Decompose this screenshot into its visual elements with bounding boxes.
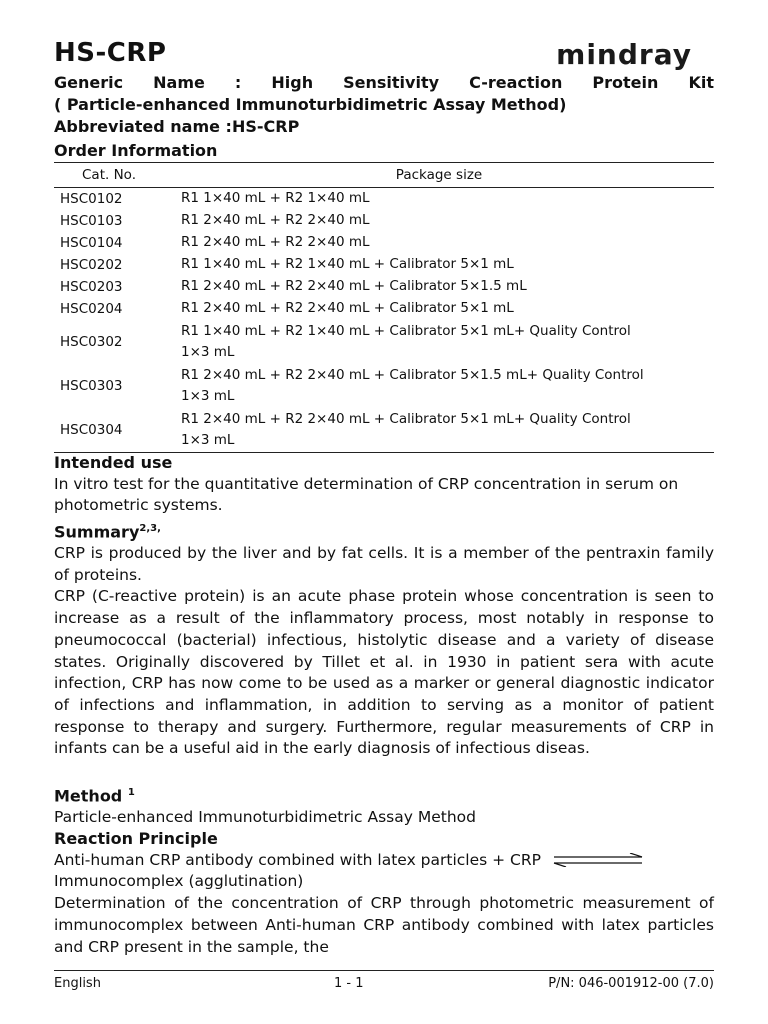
header — [54, 38, 714, 74]
package-size-cell — [181, 365, 714, 408]
cat-no-cell: HSC0303 — [60, 378, 123, 394]
table-body — [54, 188, 714, 452]
intended-use-text: In vitro test for the quantitative determination of CRP concentration in serum on photometric systems. — [54, 474, 679, 515]
package-size-line: R1 2×40 mL + R2 2×40 mL + Calibrator 5×1.5 mL — [181, 278, 527, 295]
package-size-line: R1 2×40 mL + R2 2×40 mL + Calibrator 5×1.5 mL+ Quality Control — [181, 366, 644, 383]
table-row — [54, 188, 714, 210]
method-section — [54, 782, 714, 829]
footer-language: English — [54, 976, 101, 991]
footer-divider — [54, 970, 714, 971]
summary-paragraph-2: CRP (C-reactive protein) is an acute phase protein whose concentration is seen to increase as a result of the inflammatory process, most notably in response to pneumococcal (bacterial) infectious, histolytic disease and a variety of disease states. Originally discovered by Tillet et al. in 1930 in patient sera with acute infection, CRP has now come to be used as a marker or general diagnostic indicator of infections and inflammation, in addition to serving as a monitor of patient response to therapy and surgery. Furthermore, regular measurements of CRP in infants can be a useful aid in the early diagnosis of infectious diseas. — [54, 587, 714, 758]
reaction-equation — [54, 850, 714, 872]
cat-no-cell: HSC0302 — [60, 334, 123, 350]
document-page — [54, 0, 714, 1024]
order-information-heading: Order Information — [54, 141, 218, 160]
header-cat-no: Cat. No. — [82, 167, 136, 183]
method-reference: 1 — [127, 787, 135, 798]
footer — [54, 976, 714, 994]
reaction-principle-section — [54, 828, 714, 958]
order-table — [54, 162, 714, 453]
footer-part-number: P/N: 046-001912-00 (7.0) — [548, 976, 714, 991]
table-row — [54, 276, 714, 298]
package-size-cell — [181, 210, 714, 232]
cat-no-cell: HSC0304 — [60, 422, 123, 438]
summary-section — [54, 518, 714, 760]
equilibrium-arrow-icon — [552, 853, 644, 867]
package-size-line: 1×3 mL — [181, 432, 235, 448]
package-size-line: R1 1×40 mL + R2 1×40 mL + Calibrator 5×1 mL+ Quality Control — [181, 322, 631, 339]
summary-title-text: Summary — [54, 522, 140, 542]
generic-name-word: Sensitivity — [343, 73, 440, 92]
package-size-cell — [181, 276, 714, 298]
package-size-line: R1 2×40 mL + R2 2×40 mL + Calibrator 5×1 mL+ Quality Control — [181, 410, 631, 427]
table-row — [54, 408, 714, 452]
generic-name-word: Protein — [592, 73, 659, 92]
cat-no-cell: HSC0102 — [60, 191, 123, 207]
generic-name-word: Kit — [688, 73, 714, 92]
table-header — [54, 163, 714, 188]
table-row — [54, 254, 714, 276]
summary-reference: 2,3, — [139, 523, 161, 534]
table-row — [54, 298, 714, 320]
reaction-principle-text: Determination of the concentration of CRP through photometric measurement of immunocomplex between Anti-human CRP antibody combined with latex particles and CRP present in the sample, the — [54, 894, 714, 956]
generic-name-line — [54, 72, 714, 94]
summary-paragraph-1: CRP is produced by the liver and by fat cells. It is a member of the pentraxin family of proteins. — [54, 544, 714, 584]
method-title — [54, 782, 714, 807]
generic-name-method: ( Particle-enhanced Immunoturbidimetric Assay Method) — [54, 95, 567, 114]
package-size-cell — [181, 321, 714, 364]
intended-use-section — [54, 452, 714, 517]
package-size-line: 1×3 mL — [181, 344, 235, 360]
table-row — [54, 320, 714, 364]
method-title-text: Method — [54, 786, 123, 806]
intended-use-title: Intended use — [54, 453, 173, 472]
generic-name-word: C-reaction — [469, 73, 563, 92]
summary-title — [54, 518, 714, 543]
package-size-cell — [181, 298, 714, 320]
method-text: Particle-enhanced Immunoturbidimetric Assay Method — [54, 808, 476, 827]
document-title: HS-CRP — [54, 38, 167, 68]
package-size-cell — [181, 188, 714, 210]
cat-no-cell: HSC0203 — [60, 279, 123, 295]
generic-name-word: High — [271, 73, 314, 92]
package-size-line: R1 2×40 mL + R2 2×40 mL — [181, 212, 370, 229]
package-size-line: R1 2×40 mL + R2 2×40 mL + Calibrator 5×1 mL — [181, 300, 514, 317]
cat-no-cell: HSC0104 — [60, 235, 123, 251]
mindray-logo: mindray — [556, 38, 692, 71]
header-package-size: Package size — [395, 167, 483, 183]
cat-no-cell: HSC0103 — [60, 213, 123, 229]
package-size-cell — [181, 254, 714, 276]
package-size-line: R1 1×40 mL + R2 1×40 mL + Calibrator 5×1 mL — [181, 256, 514, 273]
package-size-line: 1×3 mL — [181, 388, 235, 404]
generic-name-word: Name — [153, 73, 205, 92]
table-row — [54, 210, 714, 232]
cat-no-cell: HSC0204 — [60, 301, 123, 317]
reaction-left: Anti-human CRP antibody combined with latex particles + CRP — [54, 850, 541, 869]
generic-name-word: Generic — [54, 73, 124, 92]
generic-name-word: : — [234, 73, 242, 92]
cat-no-cell: HSC0202 — [60, 257, 123, 273]
footer-page-number: 1 - 1 — [334, 976, 364, 991]
abbreviated-name: Abbreviated name :HS-CRP — [54, 117, 300, 136]
package-size-line: R1 1×40 mL + R2 1×40 mL — [181, 190, 370, 207]
package-size-cell — [181, 232, 714, 254]
table-row — [54, 232, 714, 254]
reaction-principle-title: Reaction Principle — [54, 829, 218, 848]
package-size-line: R1 2×40 mL + R2 2×40 mL — [181, 234, 370, 251]
package-size-cell — [181, 409, 714, 452]
table-row — [54, 364, 714, 408]
reaction-product: Immunocomplex (agglutination) — [54, 872, 304, 891]
